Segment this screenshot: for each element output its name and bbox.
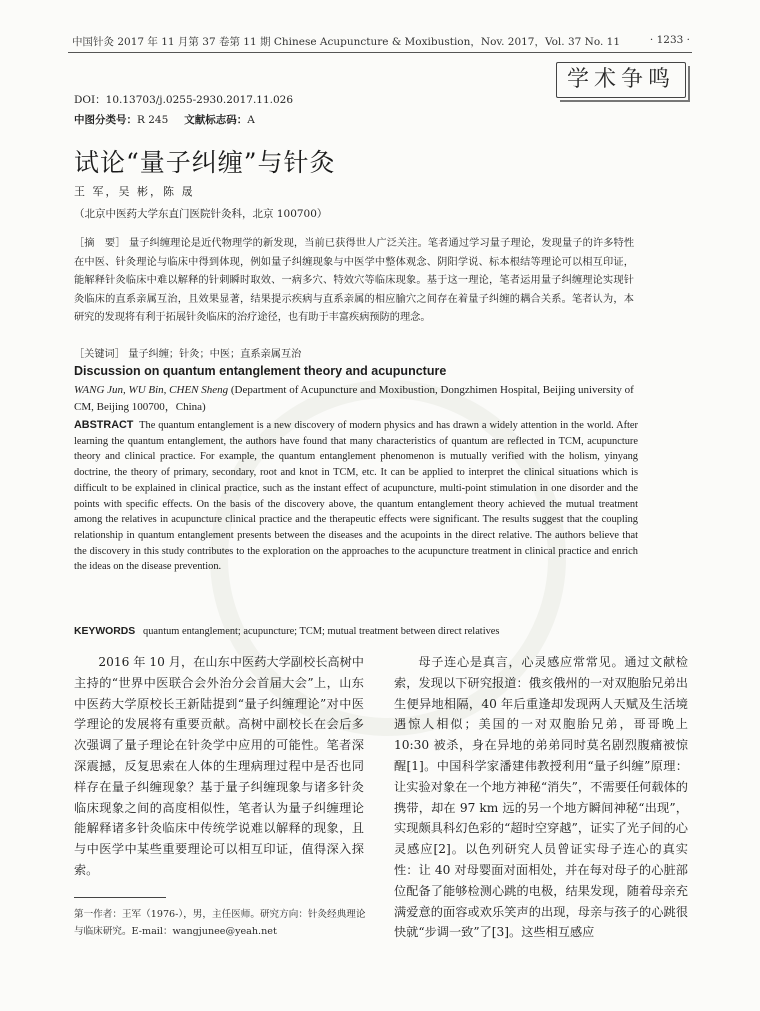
body-paragraph: 2016 年 10 月，在山东中医药大学副校长高树中主持的“世界中医联合会外治分会首届大会”上，山东中医药大学原校长王新陆提到“量子纠缠理论”对中医学理论的发展将有重要贡献。高树中副校长在会后多次强调了量子理论在针灸学中应用的可能性。笔者深深震撼，反复思索在人体的生理病理过程中是否也同样存在量子纠缠现象？基于量子纠缠现象与诸多针灸临床现象之间的高度相似性，笔者认为量子纠缠理论能解释诸多针灸临床中传统学说难以解释的现象，且与中医学中某些重要理论可以相互印证，值得深入探索。 [74, 655, 364, 877]
authors: 王 军，吴 彬，陈 晟 [74, 185, 195, 198]
keywords-zh-label: ［关键词］ [74, 349, 125, 360]
english-affiliation: (Department of Acupuncture and Moxibustion, Dongzhimen Hospital, Beijing university of CM, Beijing 100700，China) [74, 384, 634, 413]
doc-code-label: 文献标志码： [184, 114, 248, 126]
running-head: 中国针灸 2017 年 11 月第 37 卷第 11 期 Chinese Acupuncture & Moxibustion，Nov. 2017，Vol. 37 No. 11 [72, 36, 621, 48]
english-authors: WANG Jun, WU Bin, CHEN Sheng [74, 384, 229, 396]
affiliation: （北京中医药大学东直门医院针灸科，北京 100700） [74, 208, 328, 220]
clc-label: 中图分类号： [74, 114, 137, 126]
english-abstract [74, 418, 638, 575]
english-authors-affiliation [74, 382, 638, 416]
english-abstract-text: The quantum entanglement is a new discovery of modern physics and has drawn a widely attention in the world. After learning the quantum entanglement, the authors have found that many characteristics of quantum are reflected in TCM, acupuncture theory and clinical practice. For example, the quantum entanglement phenomenon is mutually verified with the holism, yinyang doctrine, the theory of primary, secondary, root and knot in TCM, etc. It can be applied to interpret the clinical situations which is difficult to be explained in clinical practice, such as the instant effect of acupuncture, multi-point stimulation in one disorder and the points with specific effects. On the basis of the discovery above, the quantum entanglement theory achieved the mutual treatment among the relatives in acupuncture clinical practice and the therapeutic effects were significant. The results suggest that the coupling relationship in quantum entanglement presents between the diseases and the acupoints in the direct relative. The authors believe that the discovery in this study contributes to the exploration on the approaches to the acupuncture treatment in clinical practice and enrich the ideas on the disease prevention. [74, 420, 638, 573]
body-column-right [394, 652, 688, 943]
classification-line [74, 112, 255, 127]
body-column-left [74, 652, 364, 881]
body-paragraph: 母子连心是真言，心灵感应常常见。通过文献检索，发现以下研究报道：俄亥俄州的一对双胞胎兄弟出生便异地相隔，40 年后重逢却发现两人天赋及生活境遇惊人相似；美国的一对双胞胎兄弟，哥哥晚上 10:30 被杀，身在异地的弟弟同时莫名剧烈腹痛被惊醒[1]。中国科学家潘建伟教授利用“量子纠缠”原理：让实验对象在一个地方神秘“消失”，不需要任何载体的携带，却在 97 km 远的另一个地方瞬间神秘“出现”，实现颇具科幻色彩的“超时空穿越”，证实了光子间的心灵感应[2]。以色列研究人员曾证实母子连心的真实性：让 40 对母婴面对面相处，并在每对母子的心脏部位配备了能够检测心跳的电极，结果发现，随着母亲充满爱意的面容或欢乐笑声的出现，母亲与孩子的心跳很快就“步调一致”了[3]。这些相互感应 [394, 655, 688, 940]
english-title: Discussion on quantum entanglement theory and acupuncture [74, 364, 447, 378]
keywords-zh [74, 345, 301, 360]
english-keywords-text: quantum entanglement; acupuncture; TCM; mutual treatment between direct relatives [143, 626, 500, 637]
clc-value: R 245 [137, 114, 169, 126]
abstract-zh-text: 量子纠缠理论是近代物理学的新发现，当前已获得世人广泛关注。笔者通过学习量子理论，发现量子的许多特性在中医、针灸理论与临床中得到体现，例如量子纠缠现象与中医学中整体观念、阴阳学说、标本根结等理论可以相互印证，能解释针灸临床中难以解释的针刺瞬时取效、一病多穴、特效穴等临床现象。基于这一理论，笔者运用量子纠缠理论实现针灸临床的直系亲属互治，且效果显著，结果提示疾病与直系亲属的相应腧穴之间存在着量子纠缠的耦合关系。笔者认为，本研究的发现将有利于拓展针灸临床的治疗途径，也有助于丰富疾病预防的理念。 [74, 238, 635, 324]
header-rule [68, 52, 692, 53]
article-title: 试论“量子纠缠”与针灸 [74, 148, 336, 177]
doi[interactable]: DOI：10.13703/j.0255-2930.2017.11.026 [74, 94, 294, 106]
keywords-zh-text: 量子纠缠；针灸；中医；直系亲属互治 [128, 349, 302, 360]
page-number: · 1233 · [649, 34, 690, 46]
doc-code-value: A [247, 114, 255, 126]
english-abstract-label: ABSTRACT [74, 419, 134, 431]
english-keywords [74, 626, 638, 637]
footnote-author-info: 第一作者：王军（1976-），男，主任医师。研究方向：针灸经典理论与临床研究。E-mail：wangjunee@yeah.net [74, 909, 366, 937]
abstract-zh-label: ［摘 要］ [74, 238, 126, 249]
english-keywords-label: KEYWORDS [74, 626, 136, 637]
abstract-zh [74, 235, 634, 328]
footnote-rule [74, 897, 166, 898]
section-stamp: 学术争鸣 [556, 62, 686, 98]
